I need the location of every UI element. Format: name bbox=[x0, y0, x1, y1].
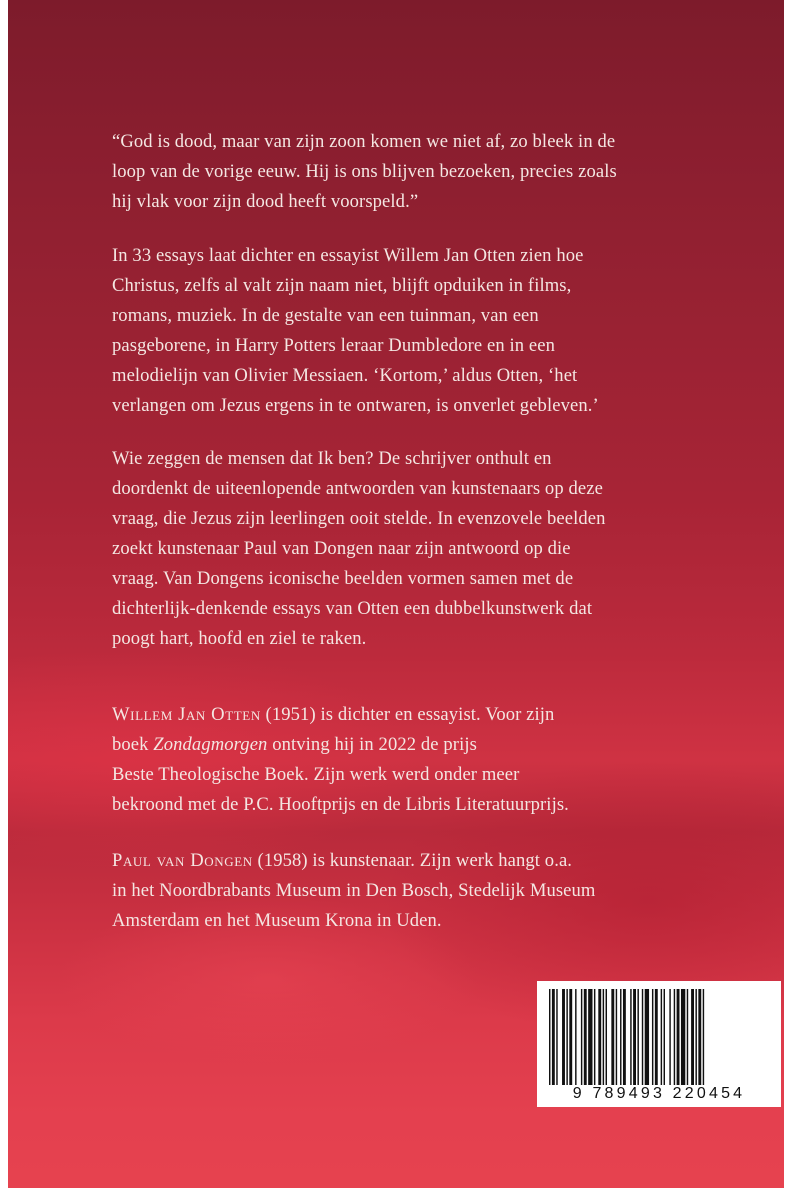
quote-line: “God is dood, maar van zijn zoon komen we niet af, zo bleek in de bbox=[112, 131, 616, 152]
bio-line: in het Noordbrabants Museum in Den Bosch, Stedelijk Museum bbox=[112, 880, 596, 901]
barcode-bar bbox=[588, 989, 592, 1085]
barcode-bar bbox=[566, 989, 567, 1085]
bio-line bbox=[112, 730, 712, 760]
paragraph-line: vraag, die Jezus zijn leerlingen ooit stelde. In evenzovele beelden bbox=[112, 508, 606, 529]
barcode-bar bbox=[575, 989, 576, 1085]
paragraph-line: Christus, zelfs al valt zijn naam niet, blijft opduiken in films, bbox=[112, 275, 572, 296]
bio-line: Beste Theologische Boek. Zijn werk werd onder meer bbox=[112, 764, 520, 785]
paragraph-line: vraag. Van Dongens iconische beelden vormen samen met de bbox=[112, 568, 574, 589]
barcode-bar bbox=[552, 989, 555, 1085]
barcode-bar bbox=[703, 989, 704, 1085]
barcode-bar bbox=[630, 989, 631, 1085]
barcode-bar bbox=[652, 989, 653, 1085]
description-paragraph-essays bbox=[112, 241, 712, 421]
isbn-number: 9 789493 220454 bbox=[537, 1085, 781, 1103]
paragraph-line: zoekt kunstenaar Paul van Dongen naar zijn antwoord op die bbox=[112, 538, 571, 559]
barcode-bar bbox=[695, 989, 696, 1085]
artist-bio-dongen bbox=[112, 846, 712, 936]
paragraph-line: pasgeborene, in Harry Potters leraar Dumbledore en in een bbox=[112, 335, 555, 356]
barcode-bar bbox=[616, 989, 617, 1085]
barcode-bar bbox=[698, 989, 701, 1085]
book-back-cover bbox=[8, 0, 784, 1188]
barcode-bar bbox=[584, 989, 587, 1085]
barcode-bar bbox=[637, 989, 638, 1085]
barcode-bar bbox=[598, 989, 601, 1085]
barcode-bar bbox=[645, 989, 649, 1085]
description-paragraph-question bbox=[112, 444, 712, 654]
author-name: Willem Jan Otten bbox=[112, 704, 261, 725]
barcode-bar bbox=[623, 989, 626, 1085]
barcode-bar bbox=[687, 989, 688, 1085]
bio-line bbox=[112, 700, 712, 730]
barcode-bar bbox=[669, 989, 670, 1085]
bio-line: bekroond met de P.C. Hooftprijs en de Libris Literatuurprijs. bbox=[112, 794, 569, 815]
book-title: Zondagmorgen bbox=[153, 734, 268, 755]
barcode-bar bbox=[677, 989, 680, 1085]
barcode-bar bbox=[661, 989, 662, 1085]
barcode-bar bbox=[681, 989, 685, 1085]
bio-line bbox=[112, 846, 712, 876]
barcode-bar bbox=[606, 989, 607, 1085]
paragraph-line: verlangen om Jezus ergens in te ontwaren, is onverlet gebleven.’ bbox=[112, 395, 599, 416]
paragraph-line: poogt hart, hoofd en ziel te raken. bbox=[112, 628, 367, 649]
bio-text: ontving hij in 2022 de prijs bbox=[267, 734, 477, 755]
barcode-bar bbox=[664, 989, 665, 1085]
barcode-bar bbox=[562, 989, 565, 1085]
paragraph-line: dichterlijk-denkende essays van Otten een dubbelkunstwerk dat bbox=[112, 598, 593, 619]
bio-text: (1951) is dichter en essayist. Voor zijn bbox=[260, 704, 555, 725]
quote-line: hij vlak voor zijn dood heeft voorspeld.” bbox=[112, 191, 419, 212]
barcode-bar bbox=[674, 989, 675, 1085]
paragraph-line: Wie zeggen de mensen dat Ik ben? De schrijver onthult en bbox=[112, 448, 552, 469]
barcode-bars bbox=[545, 989, 773, 1085]
barcode-bar bbox=[611, 989, 614, 1085]
paragraph-line: melodielijn van Olivier Messiaen. ‘Kortom,’ aldus Otten, ‘het bbox=[112, 365, 578, 386]
author-bio-otten bbox=[112, 700, 712, 820]
paragraph-line: doordenkt de uiteenlopende antwoorden van kunstenaars op deze bbox=[112, 478, 603, 499]
barcode-bar bbox=[581, 989, 582, 1085]
barcode-bar bbox=[549, 989, 550, 1085]
bio-text: boek bbox=[112, 734, 154, 755]
barcode-bar bbox=[569, 989, 572, 1085]
bio-text: (1958) is kunstenaar. Zijn werk hangt o.a. bbox=[252, 850, 573, 871]
barcode-bar bbox=[655, 989, 658, 1085]
isbn-barcode bbox=[537, 981, 781, 1107]
paragraph-line: romans, muziek. In de gestalte van een tuinman, van een bbox=[112, 305, 539, 326]
barcode-bar bbox=[556, 989, 557, 1085]
artist-name: Paul van Dongen bbox=[112, 850, 253, 871]
barcode-bar bbox=[603, 989, 604, 1085]
bio-line: Amsterdam en het Museum Krona in Uden. bbox=[112, 910, 442, 931]
barcode-bar bbox=[691, 989, 694, 1085]
quote-line: loop van de vorige eeuw. Hij is ons blijven bezoeken, precies zoals bbox=[112, 161, 617, 182]
barcode-bar bbox=[633, 989, 636, 1085]
barcode-bar bbox=[594, 989, 595, 1085]
opening-quote bbox=[112, 127, 712, 217]
barcode-bar bbox=[620, 989, 621, 1085]
barcode-bar bbox=[642, 989, 643, 1085]
paragraph-line: In 33 essays laat dichter en essayist Willem Jan Otten zien hoe bbox=[112, 245, 584, 266]
